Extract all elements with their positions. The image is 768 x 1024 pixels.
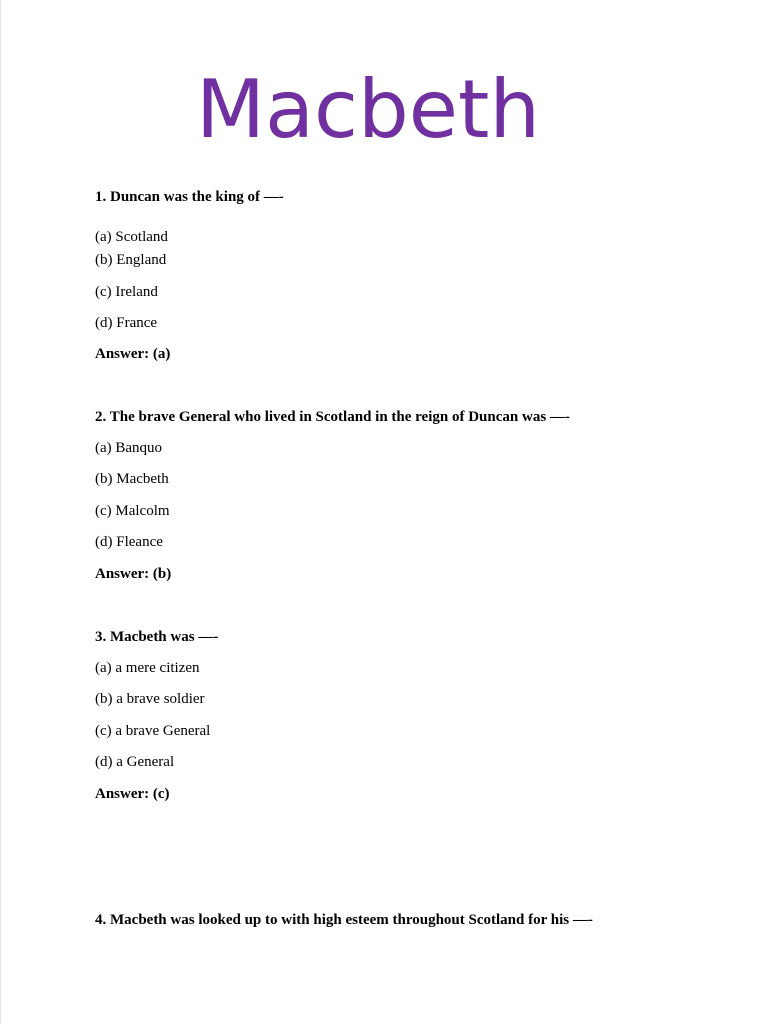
question-1-answer: Answer: (a) xyxy=(95,346,171,362)
question-3-option-c: (c) a brave General xyxy=(95,723,211,739)
question-1-option-a: (a) Scotland xyxy=(95,229,168,245)
question-2-option-a: (a) Banquo xyxy=(95,440,163,456)
question-3-text: 3. Macbeth was —- xyxy=(95,629,219,645)
question-2-text: 2. The brave General who lived in Scotland in the reign of Duncan was —- xyxy=(95,409,570,425)
question-1-option-c: (c) Ireland xyxy=(95,284,158,300)
question-3-option-d: (d) a General xyxy=(95,754,175,770)
document-title: Macbeth xyxy=(195,63,541,156)
question-2-option-b: (b) Macbeth xyxy=(95,471,169,487)
question-4-text: 4. Macbeth was looked up to with high esteem throughout Scotland for his —- xyxy=(95,912,593,928)
question-2-option-d: (d) Fleance xyxy=(95,534,163,550)
question-1-text: 1. Duncan was the king of —- xyxy=(95,189,284,205)
question-1-option-d: (d) France xyxy=(95,315,158,331)
question-2-option-c: (c) Malcolm xyxy=(95,503,170,519)
question-3-option-a: (a) a mere citizen xyxy=(95,660,200,676)
question-2-answer: Answer: (b) xyxy=(95,566,172,582)
question-3-option-b: (b) a brave soldier xyxy=(95,691,205,707)
question-3-answer: Answer: (c) xyxy=(95,786,170,802)
question-1-option-b: (b) England xyxy=(95,252,167,268)
